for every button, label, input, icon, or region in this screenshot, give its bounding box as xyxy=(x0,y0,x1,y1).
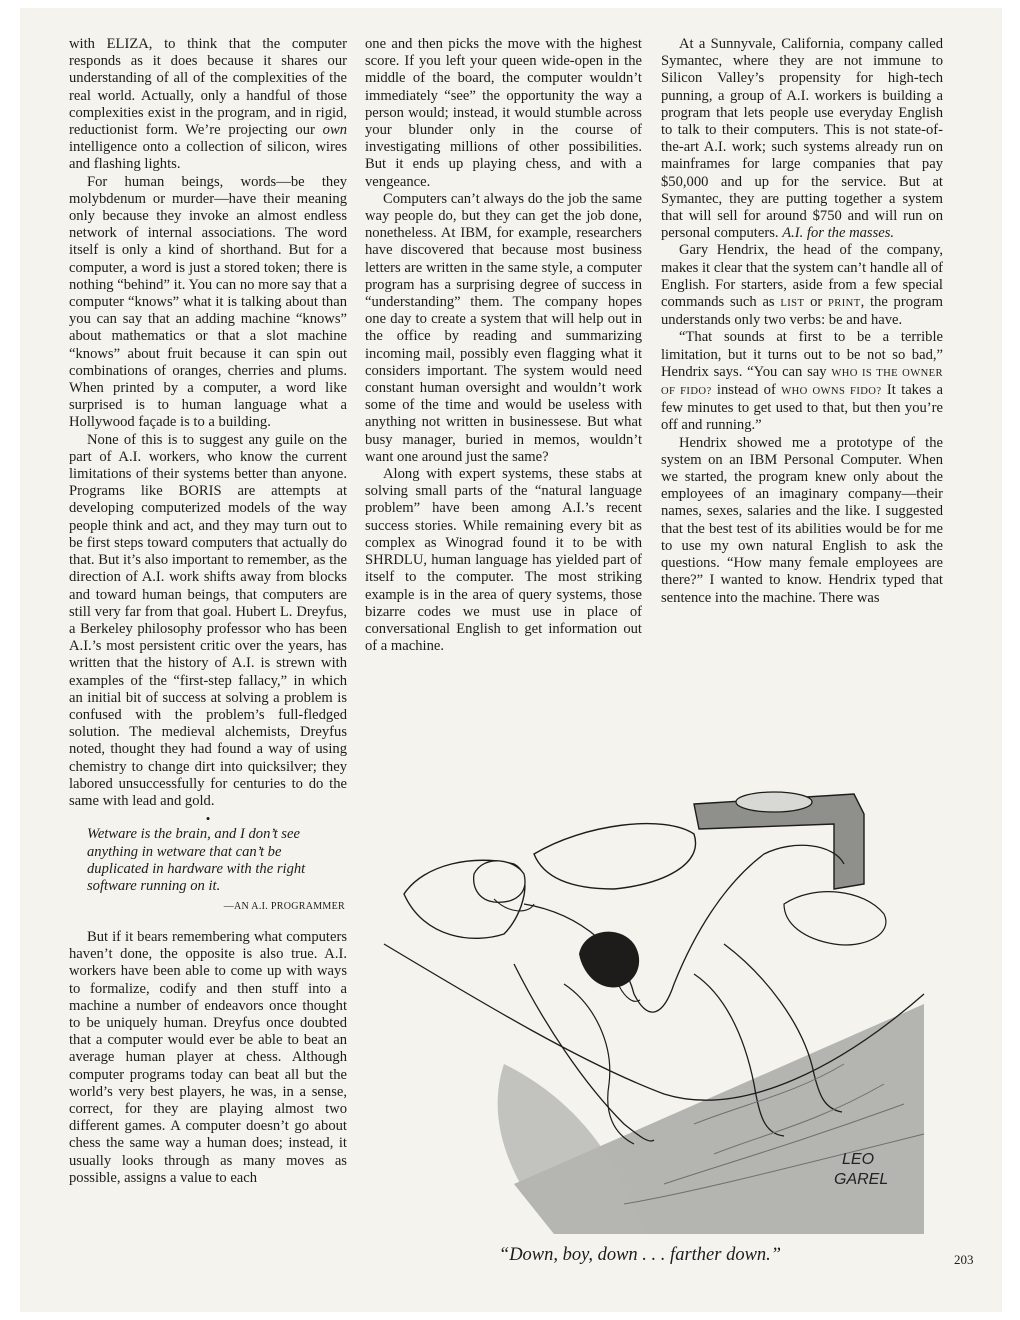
text-run: instead of xyxy=(711,382,782,399)
column-1 xyxy=(69,36,347,1187)
small-caps-query: WHO IS THE OWNER OF FIDO? xyxy=(661,367,943,398)
column-3 xyxy=(661,36,943,607)
small-caps-command: PRINT xyxy=(827,298,861,310)
small-caps-command: LIST xyxy=(780,298,805,310)
epigraph-quote: Wetware is the brain, and I don’t see anything in wetware that can’t be duplicated in hardware with the right software running on it. xyxy=(87,826,306,895)
paragraph xyxy=(661,36,943,242)
emphasis: A.I. for the masses. xyxy=(782,225,895,242)
paragraph: Computers can’t always do the job the same way people do, but they can get the job done, nonetheless. At IBM, for example, researchers have discovered that because most business letters are written in the same style, a computer program has a surprising degree of success in “understanding” them. The company hopes one day to create a system that will help out in the office by reading and summarizing incoming mail, possibly even flagging what it considers important. The system would need constant human oversight and wouldn’t work some of the time and would be useless with anything not written in businessese. But what busy manager, buried in memos, wouldn’t want one around just the same? xyxy=(365,190,642,465)
text-run: , the program understands only two verbs: be and have. xyxy=(661,294,943,329)
text-run: or xyxy=(804,294,828,311)
column-2 xyxy=(365,36,642,655)
pillow xyxy=(534,824,696,889)
section-bullet: • xyxy=(205,811,211,827)
cartoon-caption: “Down, boy, down . . . farther down.” xyxy=(498,1245,782,1265)
paragraph xyxy=(661,242,943,329)
text-run: It takes a few minutes to get used to that, but then you’re off and running.” xyxy=(661,382,943,434)
paragraph: None of this is to suggest any guile on the part of A.I. workers, who know the current limitations of their systems better than anyone. Programs like BORIS are attempts at developing computerized models of the way people think and act, and they may turn out to be first steps toward computers that actually do that. But it’s also important to remember, as the direction of A.I. work shifts away from blocks and toward human beings, that computers are still very far from that goal. Hubert L. Dreyfus, a Berkeley philosophy professor who has been A.I.’s most persistent critic over the years, has written that the history of A.I. is strewn with examples of the “first-step fallacy,” in which an initial bit of success at solving a problem is confused with the problem’s full-fledged solution. The medieval alchemists, Dreyfus noted, thought they had found a way of using chemistry to change dirt into quicksilver; they labored unsuccessfully for centuries to do the same with lead and gold. xyxy=(69,431,347,809)
artist-signature: GAREL xyxy=(834,1171,889,1188)
cartoon-illustration xyxy=(364,764,954,1236)
man-hair xyxy=(579,932,639,988)
woman-hair xyxy=(474,861,525,902)
paragraph: one and then picks the move with the highest score. If you left your queen wide-open in the middle of the board, the computer wouldn’t immediately “see” the opportunity the way a person would; instead, it would stumble across your blunder only in the course of investigating millions of other possibilities. But it ends up playing chess, and with a vengeance. xyxy=(365,36,642,190)
paragraph: For human beings, words—be they molybdenum or murder—have their meaning only because they invoke an almost endless network of internal associations. The word itself is only a kind of shorthand. But for a computer, a word is just a stored token; there is nothing “behind” it. You can no more say that a computer “knows” what it is talking about than you can say that an adding machine “knows” about mathematics or that a slot machine “knows” about fruit because it can spin out combinations of oranges, cherries and plums. When printed by a computer, a word like surprised is to human language what a Hollywood façade is to a building. xyxy=(69,173,347,431)
text-run: “That sounds at first to be a terrible limitation, but it turns out to be not so bad,” Hendrix says. “You can say xyxy=(661,329,943,380)
paragraph: Along with expert systems, these stabs at solving small parts of the “natural language problem” have been among A.I.’s recent success stories. While remaining every bit as complex as Winograd found it to be with SHRDLU, human language has yielded part of itself to the computer. The most striking example is in the area of query systems, those bizarre codes we must use in place of conversational English to get information out of a machine. xyxy=(365,466,642,655)
blanket xyxy=(784,892,886,945)
paragraph xyxy=(661,329,943,434)
text-run: Gary Hendrix, the head of the company, makes it clear that the system can’t handle all of English. For starters, aside from a few special commands such as xyxy=(661,242,943,311)
page-number: 203 xyxy=(954,1252,974,1267)
paragraph: Hendrix showed me a prototype of the system on an IBM Personal Computer. When we started, the program knew only about the employees of an imaginary company—their names, sexes, salaries and the like. I suggested that the best test of its abilities would be for me to use my own natural English to ask the questions. “How many female employees are there?” I wanted to know. Hendrix typed that sentence into the machine. There was xyxy=(661,434,943,606)
text-run: with ELIZA, to think that the computer responds as it does because it shares our understanding of all of the complexities of the real world. Actually, only a handful of those complexities exist in the program, and in rigid, reductionist form. We’re projecting our xyxy=(69,36,347,139)
paragraph xyxy=(69,36,347,174)
ashtray xyxy=(736,792,812,812)
text-run: intelligence onto a collection of silicon, wires and flashing lights. xyxy=(69,139,347,173)
artist-signature: LEO xyxy=(842,1151,875,1168)
small-caps-query: WHO OWNS FIDO? xyxy=(781,386,882,398)
magazine-page xyxy=(20,8,1002,1312)
text-run: At a Sunnyvale, California, company called Symantec, where they are not immune to Silicon Valley’s propensity for high-tech punning, a group of A.I. workers is building a program that lets people use everyday English to talk to their computers. This is not state-of-the-art A.I. work; such systems already run on mainframes for large companies that pay $50,000 and up for the service. But at Symantec, they are putting together a system that will sell for around $750 and will run on personal computers. xyxy=(661,36,943,242)
paragraph: But if it bears remembering what computers haven’t done, the opposite is also true. A.I. workers have been able to come up with ways to formalize, codify and then stuff into a machine a number of endeavors once thought to be uniquely human. Dreyfus once doubted that a computer would ever be able to beat an average human player at chess. Although computer programs today can beat all but the world’s very best players, he was, in a sense, correct, for they are playing almost two different games. A computer doesn’t go about chess the same way a human does; instead, it usually looks through as many moves as possible, assigns a value to each xyxy=(69,928,347,1186)
epigraph-attribution: —AN A.I. PROGRAMMER xyxy=(223,900,345,912)
emphasis: own xyxy=(322,122,347,139)
